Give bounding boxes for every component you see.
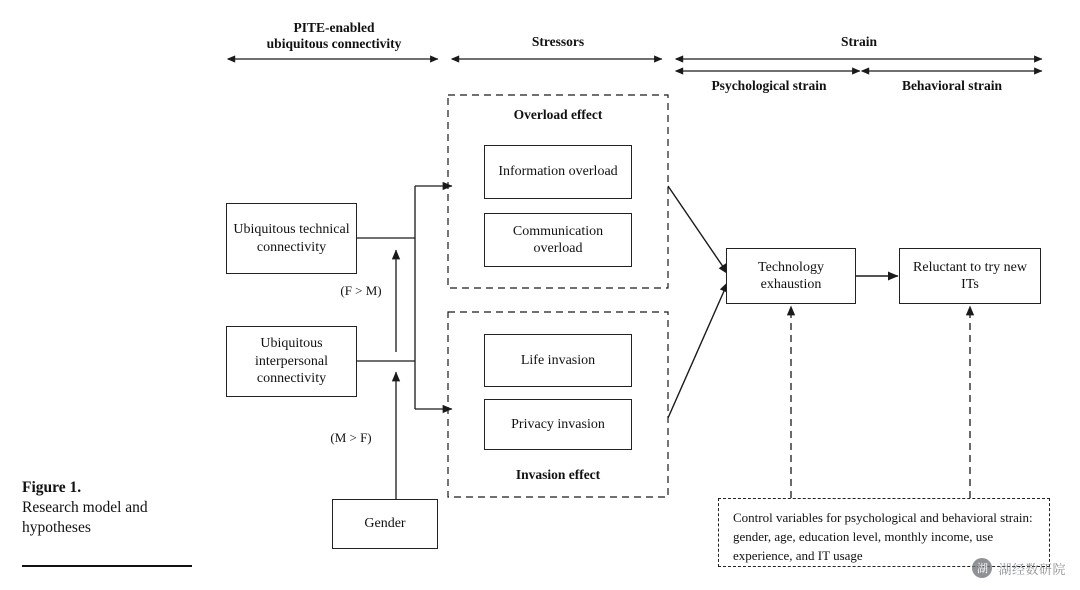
- header-strain-label: Strain: [840, 34, 877, 49]
- node-life-invasion[interactable]: [484, 334, 632, 387]
- control-variables-text: Control variables for psychological and behavioral strain: gender, age, education level, monthly income, use experience, and IT usage: [733, 510, 1033, 563]
- header-behavioral-strain: [862, 78, 1042, 94]
- invasion-effect-text: Invasion effect: [515, 467, 601, 482]
- node-label-communication-overload: Communication overload: [512, 223, 604, 256]
- node-communication-overload[interactable]: [484, 213, 632, 267]
- node-ubiquitous-interpersonal-connectivity[interactable]: [226, 326, 357, 397]
- node-label-privacy-invasion: Privacy invasion: [511, 416, 605, 432]
- node-label-uic: Ubiquitous interpersonal connectivity: [254, 336, 329, 387]
- header-stressors-label: Stressors: [531, 34, 585, 49]
- node-information-overload[interactable]: [484, 145, 632, 199]
- node-gender[interactable]: [332, 499, 438, 549]
- edge-label-m-gt-f-text: (M > F): [330, 430, 372, 445]
- node-privacy-invasion[interactable]: [484, 399, 632, 450]
- edge-label-f-gt-m-text: (F > M): [340, 283, 382, 298]
- header-pite-enabled: [228, 20, 440, 53]
- header-psychological-strain-label: Psychological strain: [711, 78, 827, 93]
- edge-label-male-greater-female: [316, 430, 386, 446]
- header-stressors: [452, 34, 664, 50]
- header-behavioral-strain-label: Behavioral strain: [901, 78, 1003, 93]
- figure-caption-text: Research model and hypotheses: [22, 499, 148, 537]
- caption-divider: [22, 565, 192, 567]
- group-label-overload-effect: [448, 107, 668, 123]
- node-label-information-overload: Information overload: [498, 164, 618, 180]
- node-label-reluctant: Reluctant to try new ITs: [913, 259, 1027, 292]
- watermark-text: 湖经数研院: [998, 561, 1066, 577]
- control-variables-box: [718, 498, 1050, 567]
- node-technology-exhaustion[interactable]: [726, 248, 856, 304]
- overload-effect-text: Overload effect: [513, 107, 603, 122]
- edge-label-female-greater-male: [326, 283, 396, 299]
- header-strain: [676, 34, 1042, 50]
- watermark-logo-icon: 湖: [972, 558, 992, 578]
- group-label-invasion-effect: [448, 467, 668, 483]
- figure-caption-title: Figure 1.: [22, 479, 82, 496]
- header-pite-line1: PITE-enabled: [293, 20, 375, 35]
- node-ubiquitous-technical-connectivity[interactable]: [226, 203, 357, 274]
- node-reluctant-to-try-new-its[interactable]: [899, 248, 1041, 304]
- node-label-life-invasion: Life invasion: [520, 352, 596, 368]
- watermark: [972, 558, 1066, 578]
- node-label-technology-exhaustion: Technology exhaustion: [758, 259, 824, 292]
- figure-caption: [22, 478, 212, 538]
- header-psychological-strain: [676, 78, 862, 94]
- node-label-gender: Gender: [364, 516, 406, 532]
- node-label-utc: Ubiquitous technical connectivity: [233, 222, 350, 255]
- header-pite-line2: ubiquitous connectivity: [266, 36, 402, 52]
